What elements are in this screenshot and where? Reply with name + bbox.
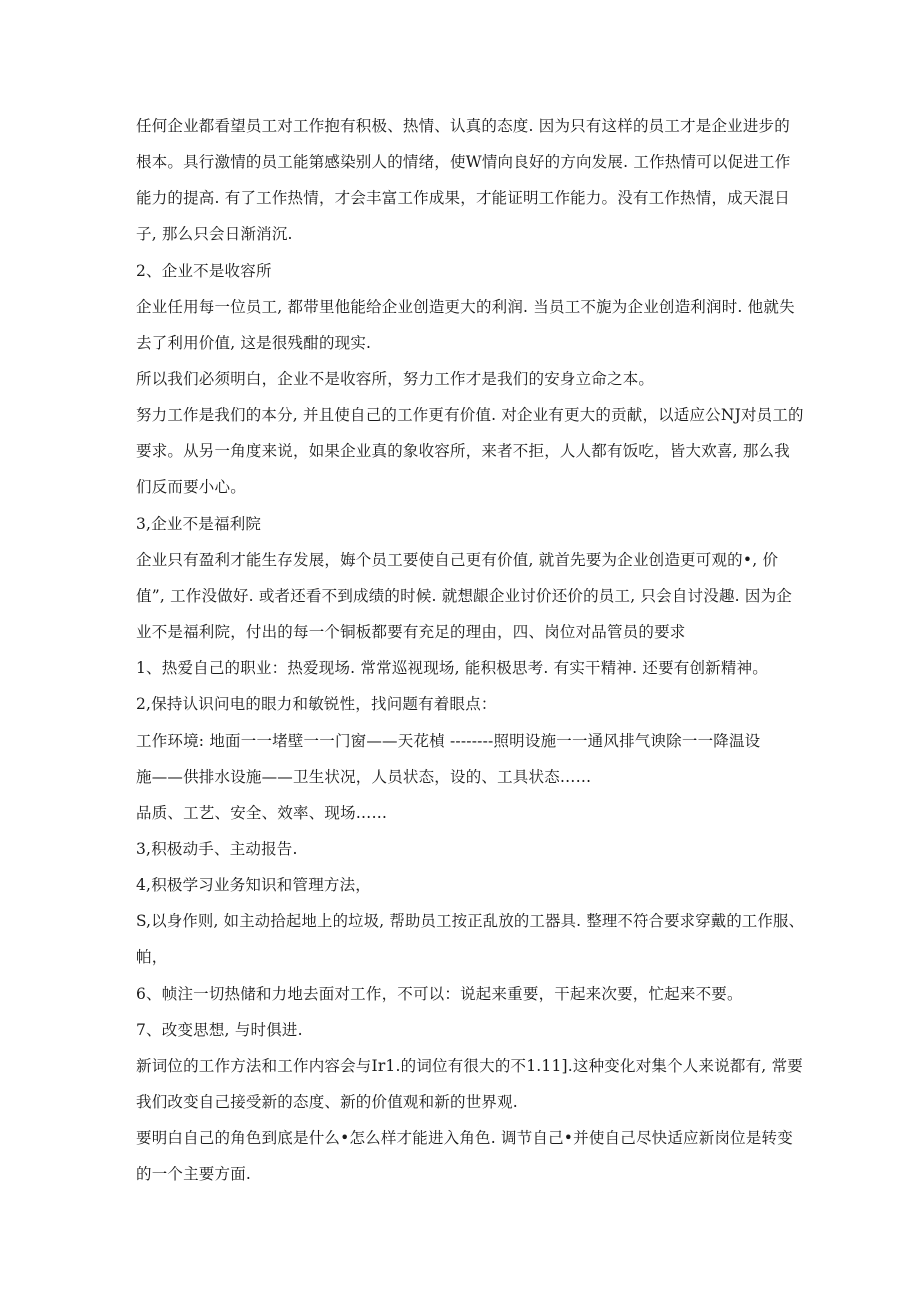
paragraph-line: 任何企业都看望员工对工作抱有积极、热情、认真的态度. 因为只有这样的员工才是企业进步的	[136, 117, 790, 135]
paragraph-line: 能力的提高. 有了工作热情，才会丰富工作成果，才能证明工作能力。没有工作热情，成天混日	[136, 189, 790, 207]
list-item: 7、改变思想, 与时俱进.	[136, 1021, 303, 1039]
paragraph-line: 业不是福利院，付出的每一个铜板都要有充足的理由，四、岗位对品管员的要求	[136, 623, 686, 641]
list-item: 1、热爱自己的职业：热爱现场. 常常巡视现场, 能积极思考. 有实干精神. 还要有创新精神。	[136, 659, 768, 677]
paragraph-line: 们反而要小心。	[136, 478, 246, 496]
list-item: 6、帧注一切热储和力地去面对工作，不可以：说起来重要，干起来次要，忙起来不要。	[136, 985, 743, 1003]
list-item: S,以身作则, 如主动拾起地上的垃圾, 帮助员工按正乱放的工器具. 整理不符合要求穿戴的工作服、	[136, 912, 805, 930]
section-heading: 3,企业不是福利院	[136, 515, 262, 533]
paragraph-line: 企业只有盈利才能生存发展，娒个员工要使自己更有价值, 就首先要为企业创造更可观的•, 价	[136, 551, 779, 569]
paragraph-line: 要求。从另一角度来说，如果企业真的象收容所，来者不拒，人人都有饭吃，皆大欢喜, 那么我	[136, 442, 790, 460]
paragraph-line: 子, 那么只会日渐消沉.	[136, 225, 293, 243]
paragraph-line: 品质、工艺、安全、效率、现场……	[136, 804, 388, 822]
section-heading: 2、企业不是收容所	[136, 262, 272, 280]
paragraph-line: 根本。具行激情的员工能第感染别人的情绪，使W情向良好的方向发展. 工作热情可以促进工作	[136, 153, 791, 171]
paragraph-line: 新词位的工作方法和工作内容会与Ir1.的词位有很大的不1.11].这种变化对集个人来说都有, 常要	[136, 1057, 803, 1075]
paragraph-line: 要明白自己的角色到底是什么•怎么样才能进入角色. 调节自己•并使自己尽快适应新岗位是转变	[136, 1129, 793, 1147]
paragraph-line: 企业任用每一位员工, 都带里他能给企业创造更大的利润. 当员工不旎为企业创造利润时. 他就失	[136, 298, 795, 316]
paragraph-line: 努力工作是我们的本分, 并且使自己的工作更有价值. 对企业有更大的贡献，以适应公NJ对员工的	[136, 406, 804, 424]
paragraph-line: 所以我们必须明白，企业不是收容所，努力工作才是我们的安身立命之本。	[136, 370, 655, 388]
paragraph-line: 的一个主要方面.	[136, 1165, 252, 1183]
list-item: 2,保持认识问电的眼力和敏锐性，找问题有着眼点：	[136, 695, 497, 713]
paragraph-line: 施——供排水设施——卫生状况，人员状态，设的、工具状态……	[136, 768, 592, 786]
list-item: 3,积极动手、主动报告.	[136, 840, 298, 858]
paragraph-line: 工作环境: 地面一一堵壁一一门窗——天花楨 --------照明设施一一通风排气谀除一一降温设	[136, 732, 761, 750]
paragraph-line: 我们改变自己接受新的态度、新的价值观和新的世界观.	[136, 1093, 518, 1111]
list-item: 4,积极学习业务知识和管理方法，	[136, 876, 371, 894]
paragraph-line: 去了利用价值, 这是很残酣的现实.	[136, 334, 372, 352]
paragraph-line: 值”, 工作没做好. 或者还看不到成绩的时候. 就想龈企业讨价还价的员工, 只会自讨没趣. 因为企	[136, 587, 792, 605]
paragraph-line: 帕，	[136, 948, 168, 966]
